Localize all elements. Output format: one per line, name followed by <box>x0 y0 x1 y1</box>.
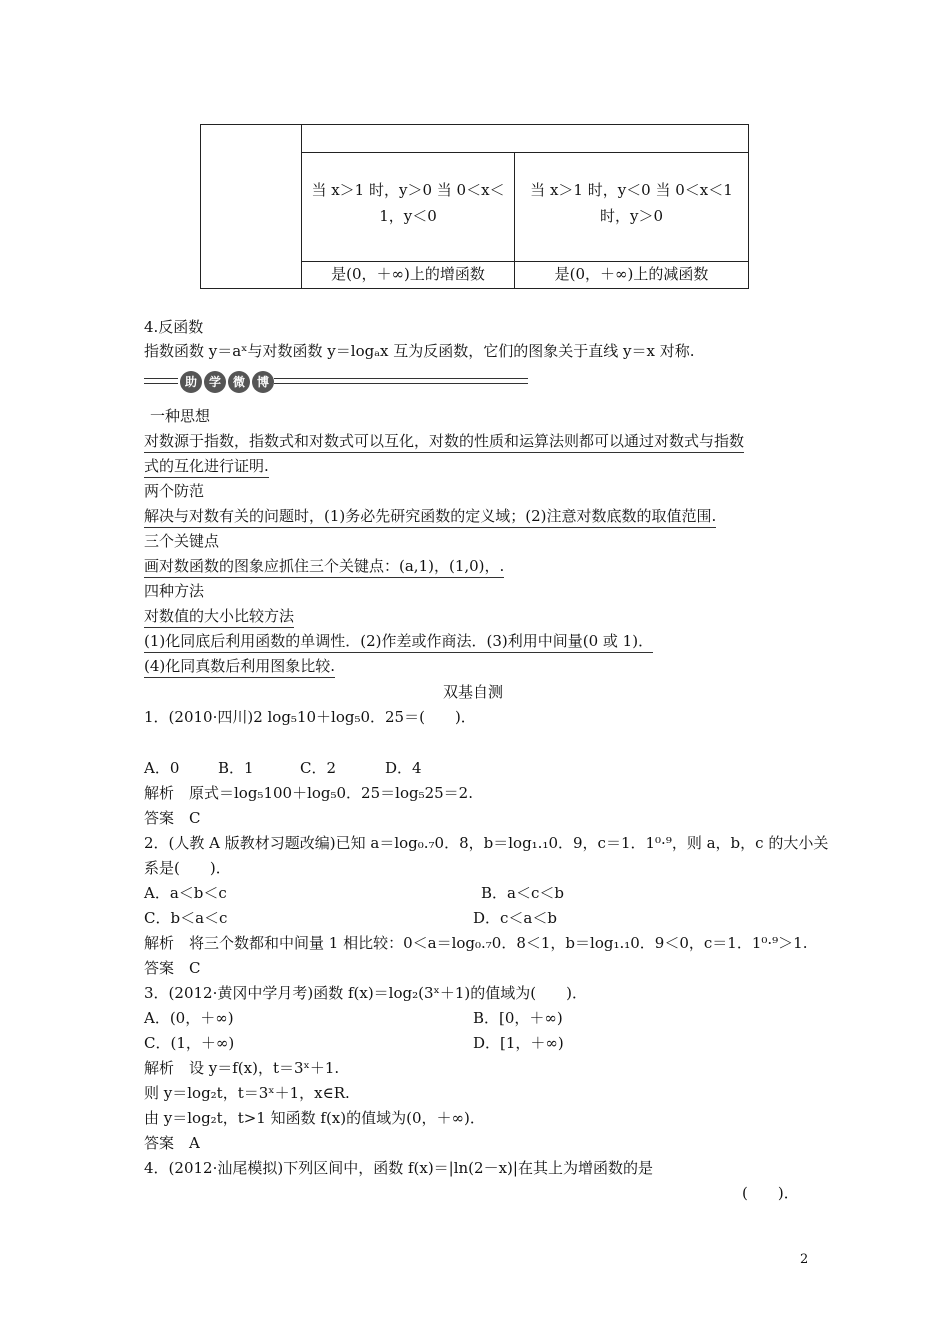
section-heading: 4.反函数 <box>144 318 204 336</box>
tip-heading: 两个防范 <box>144 482 205 500</box>
question-stem: 4．(2012·汕尾模拟)下列区间中，函数 f(x)＝|ln(2－x)|在其上为增函数的是 <box>144 1159 653 1177</box>
paragraph: 指数函数 y＝aˣ与对数函数 y＝logₐx 互为反函数，它们的图象关于直线 y＝x 对称. <box>144 342 695 360</box>
answer: 答案 C <box>144 809 201 827</box>
option: B．a＜c＜b <box>481 884 564 902</box>
table-divider <box>301 152 748 153</box>
option: C．b＜a＜c <box>144 909 228 927</box>
option: A．(0，＋∞) <box>144 1009 234 1027</box>
option: B．1 <box>218 759 254 777</box>
tip-text: (4)化同真数后利用图象比较. <box>144 655 335 678</box>
table-cell-decreasing: 是(0，＋∞)上的减函数 <box>554 265 709 283</box>
answer: 答案 C <box>144 959 201 977</box>
tip-text: 对数源于指数，指数式和对数式可以互化，对数的性质和运算法则都可以通过对数式与指数 <box>144 430 744 453</box>
analysis: 解析 将三个数都和中间量 1 相比较：0＜a＝log₀.₇0．8＜1，b＝log₁.₁0．9＜0，c＝1．1⁰·⁹＞1. <box>144 934 808 952</box>
option: D．4 <box>385 759 422 777</box>
banner <box>178 370 274 394</box>
question-stem: 3．(2012·黄冈中学月考)函数 f(x)＝log₂(3ˣ＋1)的值域为( )． <box>144 984 587 1002</box>
table-cell-increasing: 是(0，＋∞)上的增函数 <box>331 265 485 283</box>
option: B．[0，＋∞) <box>473 1009 563 1027</box>
tip-text: 解决与对数有关的问题时，(1)务必先研究函数的定义域；(2)注意对数底数的取值范围. <box>144 505 716 528</box>
analysis: 解析 设 y＝f(x)，t＝3ˣ＋1. <box>144 1059 340 1077</box>
tip-heading: 三个关键点 <box>144 532 220 550</box>
banner-char: 学 <box>204 371 226 393</box>
tip-text: 画对数函数的图象应抓住三个关键点：(a,1)，(1,0)，. <box>144 555 504 578</box>
answer-paren: ( )． <box>742 1184 799 1202</box>
option: D．c＜a＜b <box>473 909 557 927</box>
page-number: 2 <box>800 1252 809 1267</box>
option: C．2 <box>300 759 337 777</box>
question-stem: 2．(人教 A 版教材习题改编)已知 a＝log₀.₇0．8，b＝log₁.₁0．9，c＝1．1⁰·⁹，则 a，b，c 的大小关 <box>144 834 829 852</box>
tip-text: 式的互化进行证明. <box>144 455 269 478</box>
property-table <box>200 124 749 289</box>
question-stem: 1．(2010·四川)2 log₅10＋log₅0．25＝( )． <box>144 708 476 726</box>
tip-text: (1)化同底后利用函数的单调性．(2)作差或作商法．(3)利用中间量(0 或 1)． <box>144 630 653 653</box>
option: D．[1，＋∞) <box>473 1034 564 1052</box>
option: C．(1，＋∞) <box>144 1034 235 1052</box>
option: A．0 <box>144 759 180 777</box>
tip-heading: 一种思想 <box>150 407 211 425</box>
tip-heading: 四种方法 <box>144 582 205 600</box>
banner-char: 微 <box>228 371 250 393</box>
section-title: 双基自测 <box>443 683 504 701</box>
analysis: 解析 原式＝log₅100＋log₅0．25＝log₅25＝2. <box>144 784 473 802</box>
banner-char: 博 <box>252 371 274 393</box>
table-cell-increasing-sign: 当 x＞1 时，y＞0 当 0＜x＜ 1，y＜0 <box>311 181 505 225</box>
tip-text: 对数值的大小比较方法 <box>144 605 294 628</box>
banner-char: 助 <box>180 371 202 393</box>
option: A．a＜b＜c <box>144 884 227 902</box>
table-cell-decreasing-sign: 当 x＞1 时，y＜0 当 0＜x＜1 时，y＞0 <box>530 181 733 225</box>
analysis: 则 y＝log₂t，t＝3ˣ＋1，x∈R. <box>144 1084 350 1102</box>
analysis: 由 y＝log₂t，t>1 知函数 f(x)的值域为(0，＋∞)． <box>144 1109 485 1127</box>
answer: 答案 A <box>144 1134 200 1152</box>
question-stem: 系是( )． <box>144 859 231 877</box>
